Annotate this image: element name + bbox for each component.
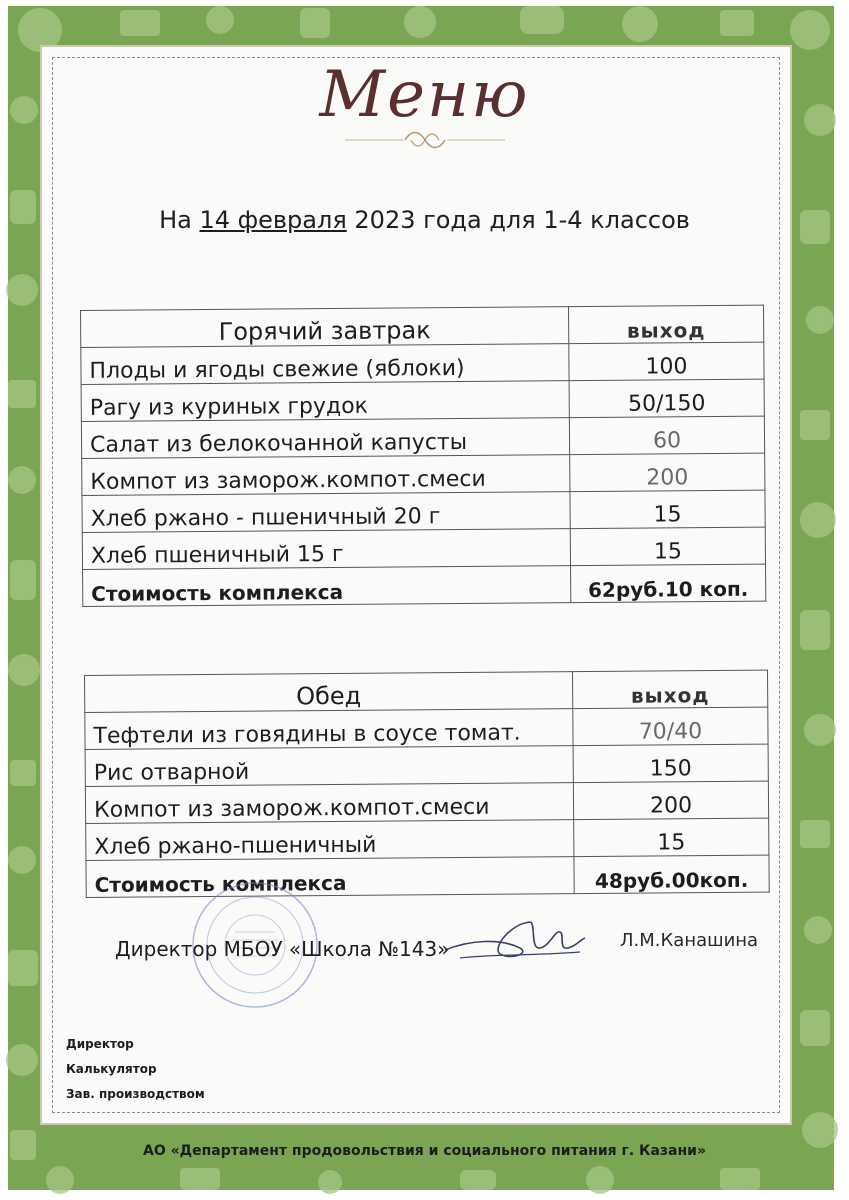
subtitle-suffix: 2023 года для 1-4 классов — [346, 206, 690, 234]
role-production-head: Зав. производством — [66, 1087, 205, 1101]
dish-name: Хлеб пшеничный 15 г — [82, 529, 570, 570]
lunch-table — [84, 670, 770, 898]
role-calculator: Калькулятор — [66, 1062, 157, 1076]
dish-name: Плоды и ягоды свежие (яблоки) — [81, 344, 569, 385]
director-name: Л.М.Канашина — [620, 930, 759, 951]
cost-label: Стоимость комплекса — [83, 566, 571, 607]
director-line: Директор МБОУ «Школа №143» — [115, 937, 450, 961]
dish-yield: 70/40 — [573, 707, 768, 746]
cost-label: Стоимость комплекса — [86, 857, 574, 898]
dish-name: Компот из заморож.компот.смеси — [82, 455, 570, 496]
dish-yield: 150 — [573, 744, 768, 783]
breakfast-table — [80, 305, 766, 607]
subtitle-prefix: На — [159, 206, 200, 234]
table-row — [81, 342, 764, 384]
dish-name: Компот из заморож.компот.смеси — [85, 783, 573, 824]
dish-yield: 50/150 — [569, 379, 764, 418]
role-director: Директор — [66, 1037, 134, 1051]
yield-header: выход — [568, 305, 763, 344]
footer-organization: АО «Департамент продовольствия и социального питания г. Казани» — [142, 1143, 707, 1159]
dish-yield: 60 — [569, 416, 764, 455]
cost-value: 48руб.00коп. — [574, 855, 769, 894]
breakfast-heading: Горячий завтрак — [81, 307, 569, 348]
table-header-row — [81, 305, 764, 347]
handwritten-signature-icon — [440, 910, 590, 970]
dish-name: Салат из белокочанной капусты — [81, 418, 569, 459]
table-row — [85, 744, 768, 786]
dish-yield: 15 — [574, 818, 769, 857]
dish-name: Хлеб ржано-пшеничный — [86, 820, 574, 861]
approval-roles — [66, 1032, 205, 1107]
flourish-ornament-icon — [345, 128, 505, 152]
lunch-heading: Обед — [85, 672, 573, 713]
dish-name: Рис отварной — [85, 746, 573, 787]
table-row — [85, 707, 768, 749]
dish-yield: 100 — [569, 342, 764, 381]
table-row — [81, 416, 764, 458]
cost-value: 62руб.10 коп. — [571, 564, 766, 603]
menu-subtitle — [0, 206, 849, 234]
dish-yield: 200 — [573, 781, 768, 820]
table-row — [82, 527, 765, 569]
dish-yield: 15 — [570, 490, 765, 529]
dish-name: Тефтели из говядины в соусе томат. — [85, 709, 573, 750]
dish-yield: 200 — [570, 453, 765, 492]
table-header-row — [85, 670, 768, 712]
cost-row — [83, 564, 766, 606]
table-row — [82, 490, 765, 532]
dish-name: Хлеб ржано - пшеничный 20 г — [82, 492, 570, 533]
table-row — [85, 781, 768, 823]
table-row — [81, 379, 764, 421]
table-row — [86, 818, 769, 860]
dish-yield: 15 — [570, 527, 765, 566]
yield-header: выход — [572, 670, 767, 709]
subtitle-date: 14 февраля — [199, 206, 347, 234]
dish-name: Рагу из куриных грудок — [81, 381, 569, 422]
page-title: Меню — [319, 58, 530, 132]
table-row — [82, 453, 765, 495]
